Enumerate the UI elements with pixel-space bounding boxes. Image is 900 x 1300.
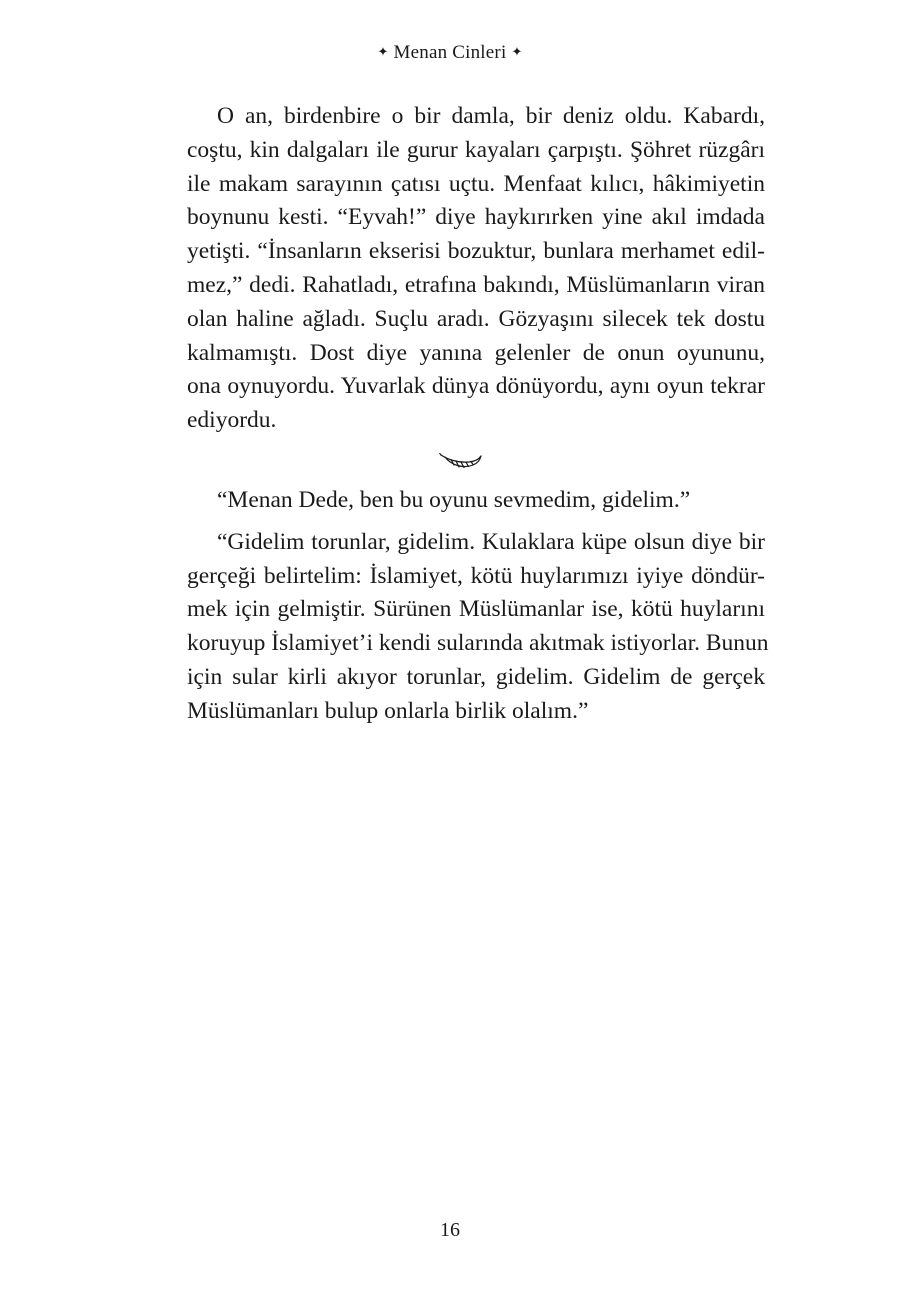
body-text: [157, 100, 769, 729]
text-line: ile makam sarayının çatısı uçtu. Menfaat kılıcı, hâkimiyetin: [187, 170, 765, 197]
star-ornament-right-icon: ✦: [511, 44, 523, 59]
page-number: 16: [440, 1219, 460, 1241]
text-line: “Gidelim torunlar, gidelim. Kulaklara küpe olsun diye bir: [217, 528, 765, 555]
text-line: boynunu kesti. “Eyvah!” diye haykırırken yine akıl imdada: [187, 204, 765, 231]
text-line: ediyordu.: [187, 407, 277, 434]
paragraph-1: [157, 100, 765, 438]
feather-ornament-icon: [439, 450, 483, 472]
running-head-title: Menan Cinleri: [393, 42, 507, 63]
text-line: coştu, kin dalgaları ile gurur kayaları çarpıştı. Şöhret rüzgârı: [187, 136, 765, 163]
text-line: ona oynuyordu. Yuvarlak dünya dönüyordu, aynı oyun tekrar: [187, 373, 765, 400]
running-head: [0, 40, 900, 65]
text-line: O an, birdenbire o bir damla, bir deniz oldu. Kabardı,: [217, 103, 765, 129]
text-line: olan haline ağladı. Suçlu aradı. Gözyaşını silecek tek dostu: [187, 305, 765, 332]
paragraph-2: [157, 484, 765, 518]
text-line: kalmamıştı. Dost diye yanına gelenler de onun oyununu,: [187, 339, 765, 366]
text-line: mek için gelmiştir. Sürünen Müslümanlar ise, kötü huylarını: [187, 596, 765, 623]
text-line: gerçeği belirtelim: İslamiyet, kötü huylarımızı iyiye döndür-: [187, 562, 765, 589]
text-line: “Menan Dede, ben bu oyunu sevmedim, gidelim.”: [217, 486, 691, 513]
text-line: için sular kirli akıyor torunlar, gidelim. Gidelim de gerçek: [187, 663, 765, 690]
paragraph-3: [157, 526, 769, 729]
text-line: koruyup İslamiyet’i kendi sularında akıtmak istiyorlar. Bunun: [187, 630, 769, 657]
paragraph-spacing: [157, 518, 765, 526]
text-line: Müslümanları bulup onlarla birlik olalım.”: [187, 697, 589, 724]
text-line: yetişti. “İnsanların ekserisi bozuktur, bunlara merhamet edil-: [187, 238, 765, 265]
text-line: mez,” dedi. Rahatladı, etrafına bakındı, Müslümanların viran: [187, 271, 765, 298]
star-ornament-left-icon: ✦: [377, 44, 389, 59]
